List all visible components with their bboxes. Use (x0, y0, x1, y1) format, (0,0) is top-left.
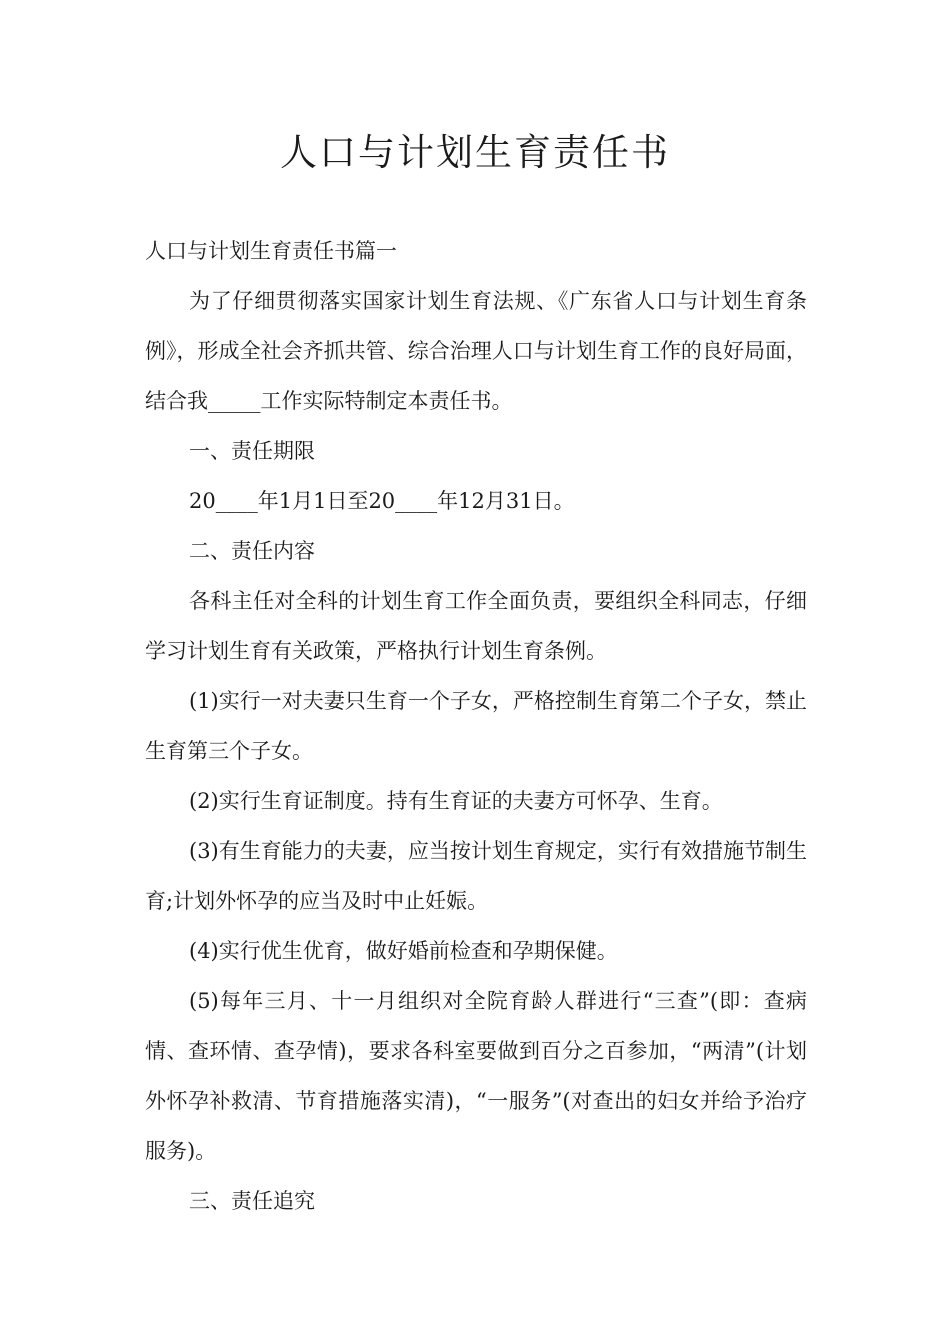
intro-paragraph: 为了仔细贯彻落实国家计划生育法规、《广东省人口与计划生育条例》，形成全社会齐抓共管、综合治理人口与计划生育工作的良好局面，结合我_____工作实际特制定本责任书。 (145, 289, 807, 413)
heading-accountability: 三、责任追究 (189, 1189, 315, 1213)
section-subtitle: 人口与计划生育责任书篇一 (145, 239, 397, 263)
item-5: (5)每年三月、十一月组织对全院育龄人群进行“三查”(即：查病情、查环情、查孕情)，要求各科室要做到百分之百参加，“两清”(计划外怀孕补救清、节育措施落实清)，“一服务”(对查出的妇女并给予治疗服务)。 (145, 989, 807, 1163)
item-1: (1)实行一对夫妻只生育一个子女，严格控制生育第二个子女，禁止生育第三个子女。 (145, 689, 807, 763)
item-3: (3)有生育能力的夫妻，应当按计划生育规定，实行有效措施节制生育;计划外怀孕的应当及时中止妊娠。 (145, 839, 807, 913)
content-paragraph: 各科主任对全科的计划生育工作全面负责，要组织全科同志，仔细学习计划生育有关政策，严格执行计划生育条例。 (145, 589, 807, 663)
document-body (145, 226, 807, 1226)
item-2: (2)实行生育证制度。持有生育证的夫妻方可怀孕、生育。 (189, 789, 723, 813)
period-dates: 20____年1月1日至20____年12月31日。 (189, 489, 575, 513)
heading-responsibility-period: 一、责任期限 (189, 439, 315, 463)
document-title: 人口与计划生育责任书 (280, 131, 670, 174)
heading-responsibility-content: 二、责任内容 (189, 539, 315, 563)
item-4: (4)实行优生优育，做好婚前检查和孕期保健。 (189, 939, 618, 963)
